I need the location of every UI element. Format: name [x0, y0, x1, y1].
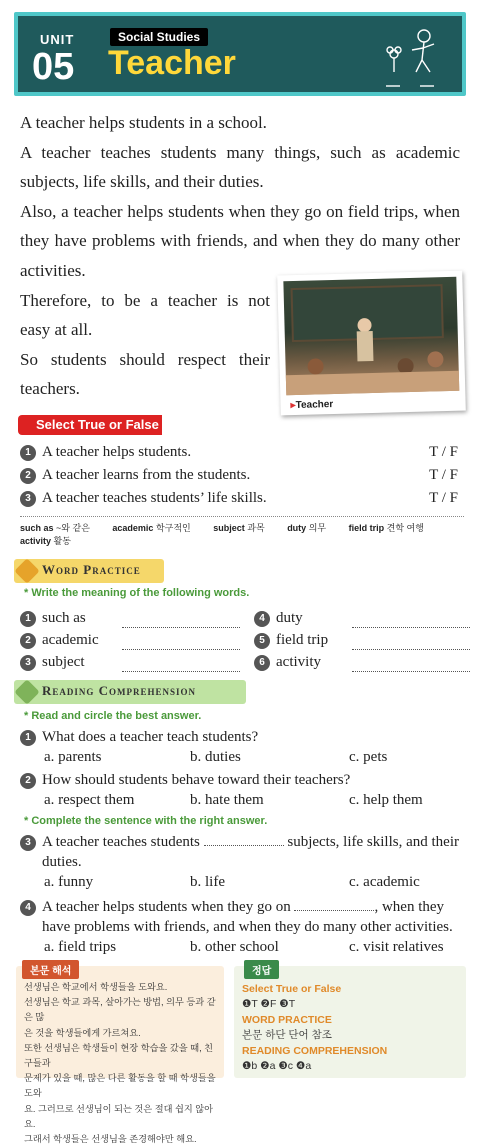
page-title: Teacher [108, 44, 236, 82]
answer-line[interactable] [122, 638, 240, 650]
answer-option[interactable]: b. other school [190, 939, 279, 955]
pencil-icon [14, 558, 39, 583]
question-3: 3 A teacher teaches students subjects, life skills, and their duties. a. funny b. life c. academic [20, 832, 470, 896]
answer-option[interactable]: c. visit relatives [349, 939, 444, 955]
word-item: 3 subject [20, 654, 85, 671]
classroom-image [283, 277, 459, 395]
fill-blank[interactable] [294, 899, 374, 911]
vocab-item: subject 과목 [213, 523, 265, 533]
question-2: 2 How should students behave toward their teachers? a. respect them b. hate them c. help them [20, 770, 470, 814]
reading-paragraph: A teacher teaches students many things, such as academic subjects, life skills, and their duties. [20, 142, 460, 192]
book-icon [14, 679, 39, 704]
vocab-item: such as ~와 같은 [20, 523, 90, 533]
unit-header-board [14, 12, 466, 96]
vocab-item: field trip 견학 여행 [348, 523, 424, 533]
question-1: 1 What does a teacher teach students? a. parents b. duties c. pets [20, 727, 470, 771]
reading-instruction: * Read and circle the best answer. [24, 710, 201, 722]
word-practice-banner: Word Practice [14, 559, 164, 583]
answer-option[interactable]: c. academic [349, 874, 420, 890]
chalk-drawing-icon [380, 24, 442, 88]
question-4: 4 A teacher helps students when they go on , when they have problems with friends, and when they do many other activities. a. field trips b. other school c. visit relatives [20, 897, 470, 961]
answer-line[interactable] [352, 616, 470, 628]
reading-paragraph: Therefore, to be a teacher is not easy at all. [20, 290, 270, 340]
answer-key-box: 정답 Select True or False ❶T ❷F ❸T WORD PRACTICE 본문 하단 단어 참조 READING COMPREHENSION ❶b ❷a ❸c ❹a [234, 966, 466, 1078]
true-false-item [20, 467, 464, 490]
answer-option[interactable]: a. respect them [44, 792, 135, 808]
answer-tag: 정답 [244, 960, 279, 979]
true-false-list [20, 444, 464, 513]
true-false-item [20, 444, 464, 467]
answer-option[interactable]: c. pets [349, 749, 388, 765]
unit-label: UNIT [40, 32, 75, 47]
word-item: 6 activity [254, 654, 321, 671]
true-false-choice[interactable]: T / F [429, 444, 458, 460]
complete-instruction: * Complete the sentence with the right answer. [24, 815, 267, 827]
number-badge: 1 [20, 445, 36, 461]
subject-badge: Social Studies [110, 28, 208, 46]
question-text: A teacher helps students. [42, 444, 192, 460]
answer-option[interactable]: a. field trips [44, 939, 117, 955]
unit-number: 05 [32, 46, 75, 88]
reading-comprehension-banner: Reading Comprehension [14, 680, 246, 704]
translation-box: 본문 해석 선생님은 학교에서 학생들을 도와요. 선생님은 학교 과목, 살아가는 방법, 의무 등과 같은 많 은 것을 학생들에게 가르쳐요. 또한 선생님은 학생들이 현장 학습을 갔을 때, 친구들과 문제가 있을 때, 많은 다른 활동을 할 때 학생들을 도와 요. 그러므로 선생님이 되는 것은 절대 쉽지 않아요. 그래서 학생들은 선생님을 존경해야만 해요. [16, 966, 224, 1078]
word-practice-instruction: * Write the meaning of the following words. [24, 587, 249, 599]
reading-paragraph: Also, a teacher helps students when they go on field trips, when they have problems with friends, and when they do many other activities. [20, 201, 460, 280]
answer-option[interactable]: b. life [190, 874, 225, 890]
reading-paragraph: A teacher helps students in a school. [20, 113, 267, 132]
word-item: 5 field trip [254, 632, 328, 649]
number-badge: 3 [20, 491, 36, 507]
translation-tag: 본문 해석 [22, 960, 79, 979]
true-false-title: Select True or False [18, 415, 162, 435]
answer-option[interactable]: b. duties [190, 749, 241, 765]
answer-option[interactable]: a. funny [44, 874, 94, 890]
true-false-item [20, 490, 464, 513]
answer-line[interactable] [122, 616, 240, 628]
teacher-photo [277, 271, 466, 416]
word-item: 4 duty [254, 610, 303, 627]
vocabulary-list [20, 516, 464, 547]
vocab-item: academic 학구적인 [112, 523, 191, 533]
vocab-item: activity 활동 [20, 536, 71, 546]
question-text: A teacher learns from the students. [42, 467, 251, 483]
word-item: 1 such as [20, 610, 86, 627]
answer-option[interactable]: b. hate them [190, 792, 264, 808]
answer-line[interactable] [352, 660, 470, 672]
true-false-choice[interactable]: T / F [429, 490, 458, 506]
question-text: A teacher teaches students’ life skills. [42, 490, 267, 506]
reading-paragraph: So students should respect their teachers. [20, 349, 270, 399]
fill-blank[interactable] [204, 834, 284, 846]
word-item: 2 academic [20, 632, 99, 649]
answer-option[interactable]: a. parents [44, 749, 102, 765]
answer-line[interactable] [352, 638, 470, 650]
true-false-choice[interactable]: T / F [429, 467, 458, 483]
vocab-item: duty 의무 [287, 523, 327, 533]
answer-line[interactable] [122, 660, 240, 672]
photo-caption: ▸Teacher [290, 399, 334, 412]
number-badge: 2 [20, 468, 36, 484]
answer-option[interactable]: c. help them [349, 792, 423, 808]
